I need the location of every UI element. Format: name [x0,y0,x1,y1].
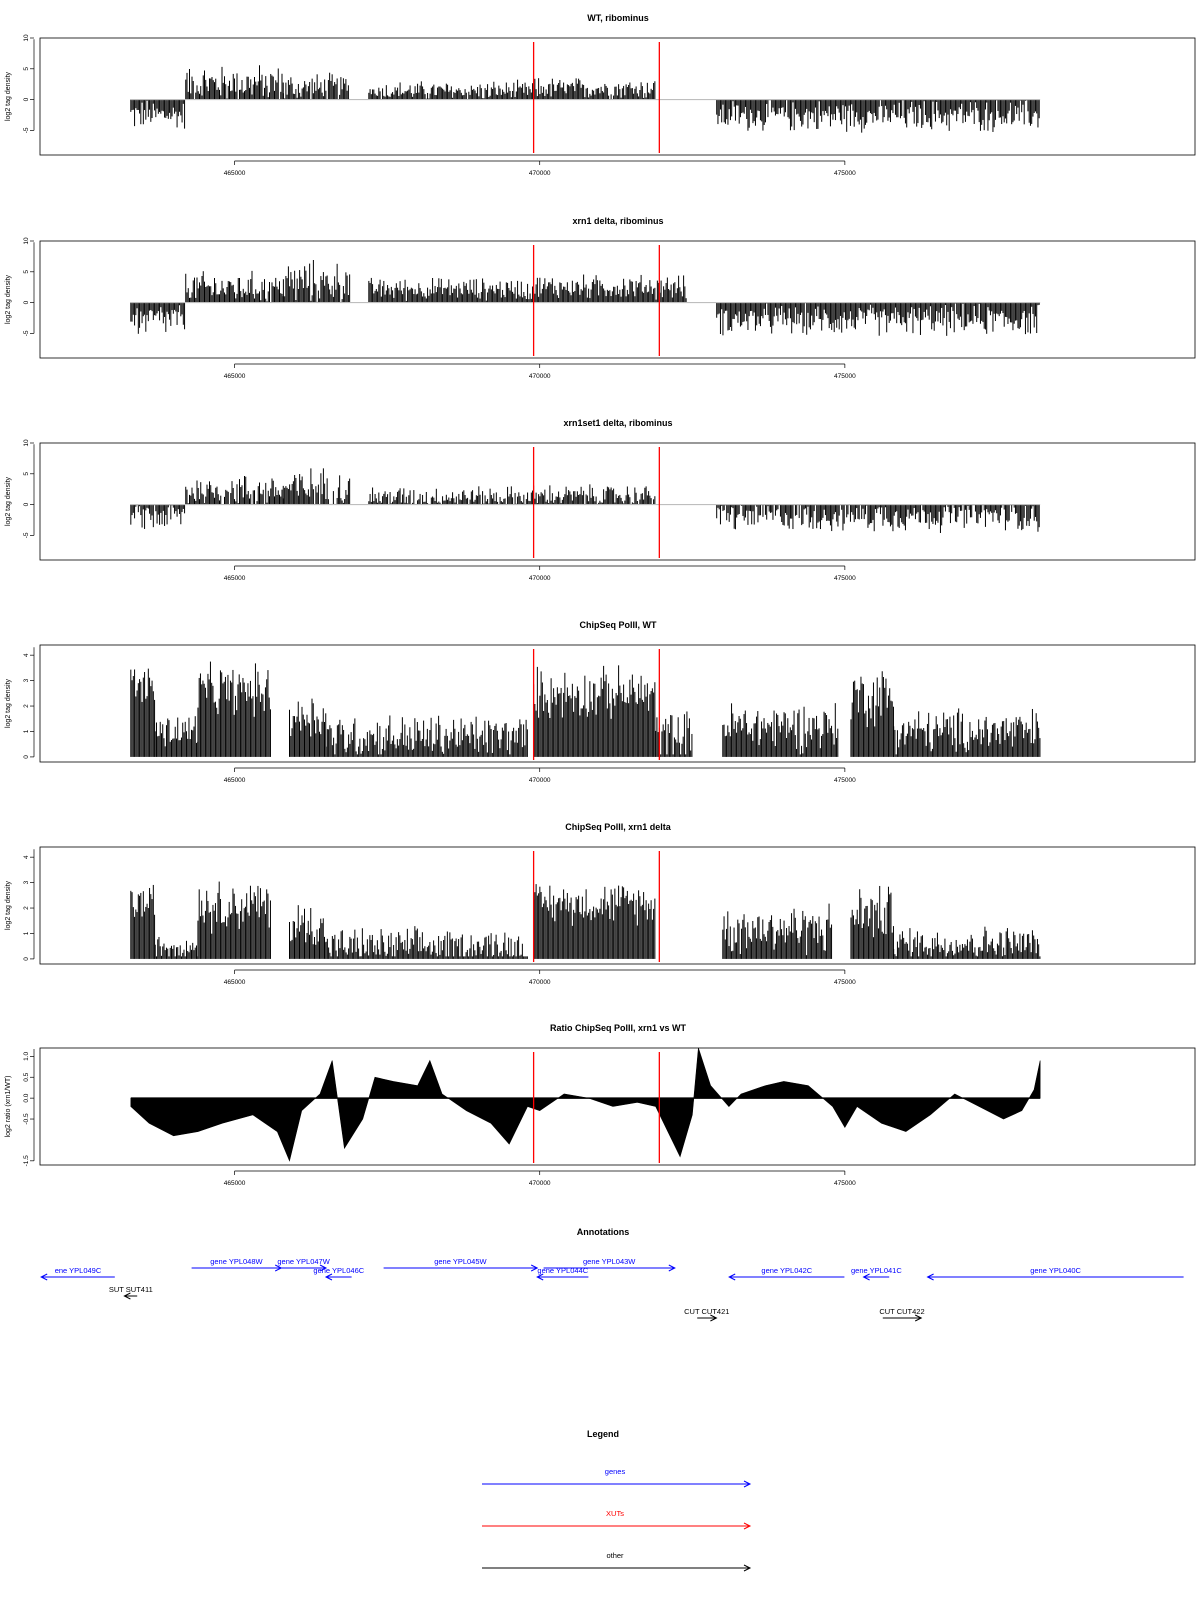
feature-label: gene YPL043W [582,1257,636,1266]
x-tick-label: 475000 [834,373,856,380]
y-tick-label: 0 [23,502,30,507]
feature-label: gene YPL041C [851,1266,902,1275]
x-tick-label: 470000 [528,373,551,380]
y-tick-label: 1.0 [23,1051,30,1061]
y-tick-label: 1 [23,931,30,936]
y-tick-label: -5 [23,330,30,337]
panel-2 [5,216,1195,380]
annotations-title: Annotations [576,1227,630,1237]
bar-series [131,260,1039,336]
annotation-feature [192,1257,282,1271]
panel-1 [5,13,1195,177]
x-tick-label: 465000 [223,979,246,986]
x-tick-label: 465000 [223,1180,246,1187]
annotation-feature [684,1307,729,1321]
x-tick-label: 475000 [834,1180,856,1187]
panel-title: Ratio ChipSeq PolII, xrn1 vs WT [549,1023,687,1033]
bar-series [131,662,1040,757]
y-tick-label: 0 [23,300,30,305]
x-tick-label: 465000 [223,575,246,582]
feature-label: gene YPL045W [434,1257,487,1266]
panel-title: WT, ribominus [587,13,649,23]
feature-label: gene YPL048W [210,1257,263,1266]
annotation-feature [851,1266,902,1280]
feature-label: SUT SUT411 [108,1285,153,1294]
panel-3 [5,418,1195,582]
y-tick-label: 0 [23,957,30,961]
feature-label: ene YPL049C [54,1266,102,1275]
legend-label: genes [604,1467,626,1476]
panel-4 [5,620,1195,784]
panel-6 [5,1023,1195,1187]
feature-label: gene YPL046C [313,1266,365,1275]
x-tick-label: 465000 [223,373,246,380]
y-tick-label: -1.5 [23,1155,30,1167]
y-tick-label: -5 [23,127,30,134]
legend-label: XUTs [606,1509,624,1518]
feature-label: gene YPL047W [277,1257,330,1266]
legend-label: other [606,1551,624,1560]
bar-series [131,468,1039,533]
feature-label: CUT CUT422 [879,1307,925,1316]
x-tick-label: 470000 [528,979,551,986]
ratio-area [131,1048,1040,1161]
y-tick-label: 5 [23,66,30,71]
panel-title: ChipSeq PolII, xrn1 delta [565,822,671,832]
y-tick-label: 2 [23,906,30,910]
y-axis-label: log2 tag density [5,476,12,527]
y-tick-label: 3 [23,678,30,683]
legend [482,1429,750,1571]
y-tick-label: 4 [23,855,30,859]
annotation-feature [879,1307,924,1321]
x-tick-label: 475000 [834,979,856,986]
y-tick-label: 0.0 [23,1093,30,1103]
x-tick-label: 470000 [528,777,551,784]
y-tick-label: 5 [23,269,30,274]
bar-series [131,882,1040,959]
x-tick-label: 470000 [528,170,551,177]
legend-item [482,1509,750,1529]
y-tick-label: 4 [23,653,30,657]
panel-title: xrn1set1 delta, ribominus [563,418,673,428]
legend-item [482,1467,750,1487]
y-tick-label: 0 [23,97,30,102]
y-axis-label: log2 tag density [5,678,12,729]
y-tick-label: 3 [23,880,30,885]
annotation-feature [109,1285,153,1299]
feature-label: gene YPL040C [1030,1266,1081,1275]
y-tick-label: 1 [23,729,30,734]
legend-item [482,1551,750,1571]
panel-title: xrn1 delta, ribominus [572,216,664,226]
annotation-feature [313,1266,364,1280]
y-tick-label: -5 [23,532,30,539]
panel-title: ChipSeq PolII, WT [579,620,657,630]
x-tick-label: 475000 [834,777,856,784]
x-tick-label: 470000 [528,1180,551,1187]
y-tick-label: -0.5 [23,1113,30,1125]
panel-5 [5,822,1195,986]
annotation-feature [41,1266,115,1280]
y-axis-label: log2 tag density [5,274,12,325]
x-tick-label: 475000 [834,170,856,177]
feature-label: CUT CUT421 [684,1307,730,1316]
y-tick-label: 10 [23,439,30,447]
x-tick-label: 465000 [223,170,246,177]
annotations-panel [41,1227,1183,1321]
bar-series [131,65,1039,132]
annotation-feature [729,1266,844,1280]
y-tick-label: 5 [23,471,30,476]
x-tick-label: 465000 [223,777,246,784]
y-tick-label: 10 [23,237,30,245]
x-tick-label: 470000 [528,575,551,582]
y-tick-label: 2 [23,704,30,708]
x-tick-label: 475000 [834,575,856,582]
annotation-feature [384,1257,538,1271]
y-axis-label: log2 ratio (xrn1/WT) [5,1075,12,1138]
y-tick-label: 10 [23,34,30,42]
annotation-feature [928,1266,1184,1280]
y-tick-label: 0.5 [23,1072,30,1082]
y-axis-label: log2 tag density [5,71,12,122]
feature-label: gene YPL044C [537,1266,589,1275]
feature-label: gene YPL042C [761,1266,813,1275]
y-tick-label: 0 [23,755,30,759]
legend-title: Legend [586,1429,620,1439]
y-axis-label: log2 tag density [5,880,12,931]
